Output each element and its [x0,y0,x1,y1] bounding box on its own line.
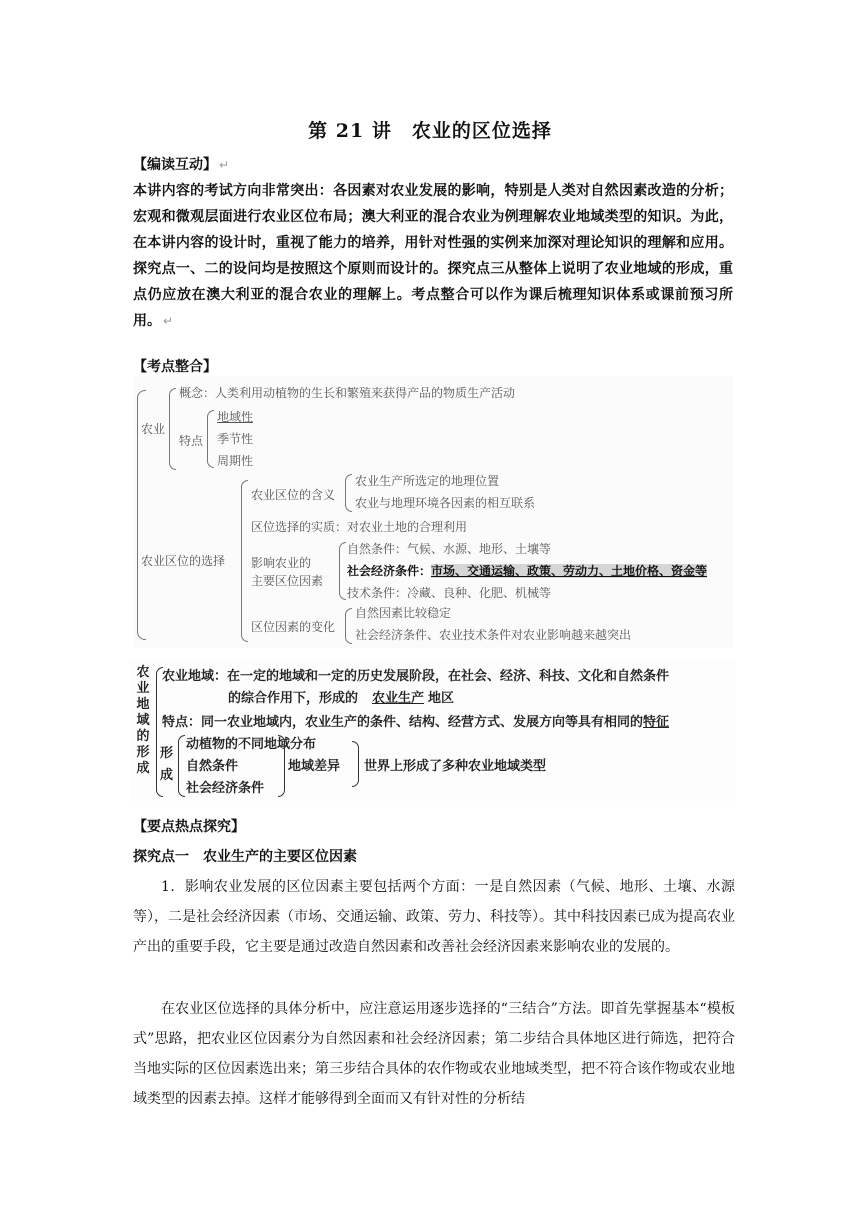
change-item: 社会经济条件、农业技术条件对农业影响越来越突出 [355,628,632,642]
trait-item: 周期性 [217,454,254,468]
formation-item: 动植物的不同地域分布 [186,737,317,752]
section-heading-editorial: 【编读互动】 ↵ [133,157,230,173]
label-agriculture: 农业 [141,422,166,436]
return-mark-icon: ↵ [219,158,230,172]
body-paragraph-2: 在农业区位选择的具体分析中，应注意运用逐步选择的“三结合”方法。即首先掌握基本“模板式”思路，把农业区位因素分为自然因素和社会经济因素；第二步结合具体地区进行筛选，把符合当地实际的区位因素选出来；第三步结合具体的农作物或农业地域类型，把不符合该作物或农业地域类型的因素去掉。这样才能够得到全面而又有针对性的分析结 [133,1001,735,1107]
factor-natural: 自然条件：气候、水源、地形、土壤等 [347,542,552,556]
brace-change [345,608,352,644]
formation-item: 社会经济条件 [186,781,265,796]
brace-right [278,735,285,797]
concept-diagram-region [130,659,735,801]
label-formation: 形成 [160,746,174,783]
meaning-item: 农业与地理环境各因素的相互联系 [355,496,536,510]
essence-text: 区位选择的实质：对农业土地的合理利用 [251,520,468,534]
section-heading-summary: 【考点整合】 [133,359,217,375]
brace-traits [207,410,214,468]
trait-item: 地域性 [217,410,254,424]
region-definition-line1: 农业地域：在一定的地域和一定的历史发展阶段，在社会、经济、科技、文化和自然条件 [162,669,670,684]
concept-diagram-agriculture [133,376,733,648]
label-factors-1: 影响农业的 [251,556,312,570]
brace-formation [178,735,185,797]
region-result: 世界上形成了多种农业地域类型 [364,759,547,774]
subsection-heading: 探究点一 农业生产的主要区位因素 [133,849,357,865]
section-heading-hotspot: 【要点热点探究】 [133,819,245,835]
brace-meaning [345,474,352,512]
return-mark-icon: ↵ [163,314,174,328]
change-item: 自然因素比较稳定 [355,606,452,620]
formation-item: 自然条件 [186,759,239,774]
page-title: 第 21 讲 农业的区位选择 [308,120,552,142]
brace-location [241,480,248,642]
label-change: 区位因素的变化 [251,620,336,634]
factor-social: 社会经济条件：市场、交通运输、政策、劳动力、土地价格、资金等 [347,564,708,578]
brace-factors [339,542,346,600]
brace-agriculture [169,388,176,470]
label-meaning: 农业区位的含义 [251,488,336,502]
trait-item: 季节性 [217,432,254,446]
region-trait: 特点：同一农业地域内，农业生产的条件、结构、经营方式、发展方向等具有相同的特征 [162,715,670,730]
body-paragraph-1: 1．影响农业发展的区位因素主要包括两个方面：一是自然因素（气候、地形、土壤、水源等），二是社会经济因素（市场、交通运输、政策、劳力、科技等）。其中科技因素已成为提高农业产出的重要手段，它主要是通过改造自然因素和改善社会经济因素来影响农业的发展的。 [133,879,735,955]
label-traits: 特点 [179,434,204,448]
meaning-item: 农业生产所选定的地理位置 [355,474,500,488]
factor-tech: 技术条件：冷藏、良种、化肥、机械等 [347,586,552,600]
label-factors-2: 主要区位因素 [251,574,324,588]
label-location-choice: 农业区位的选择 [141,554,226,568]
region-definition-line2: 的综合作用下，形成的 农业生产 地区 [228,691,455,706]
region-difference: 地域差异 [288,759,341,774]
editorial-paragraph: 本讲内容的考试方向非常突出：各因素对农业发展的影响，特别是人类对自然因素改造的分析；宏观和微观层面进行农业区位布局；澳大利亚的混合农业为例理解农业地域类型的知识。为此，在本讲内容的设计时，重视了能力的培养，用针对性强的实例来加深对理论知识的理解和应用。探究点一、二的设问均是按照这个原则而设计的。探究点三从整体上说明了农业地域的形成，重点仍应放在澳大利亚的混合农业的理解上。考点整合可以作为课后梳理知识体系或课前预习所用。 ↵ [133,183,733,329]
label-region-formation: 农业地域的形成 [136,665,150,776]
concept-text: 概念：人类利用动植物的生长和繁殖来获得产品的物质生产活动 [179,386,516,400]
brace-right-2 [352,741,359,787]
